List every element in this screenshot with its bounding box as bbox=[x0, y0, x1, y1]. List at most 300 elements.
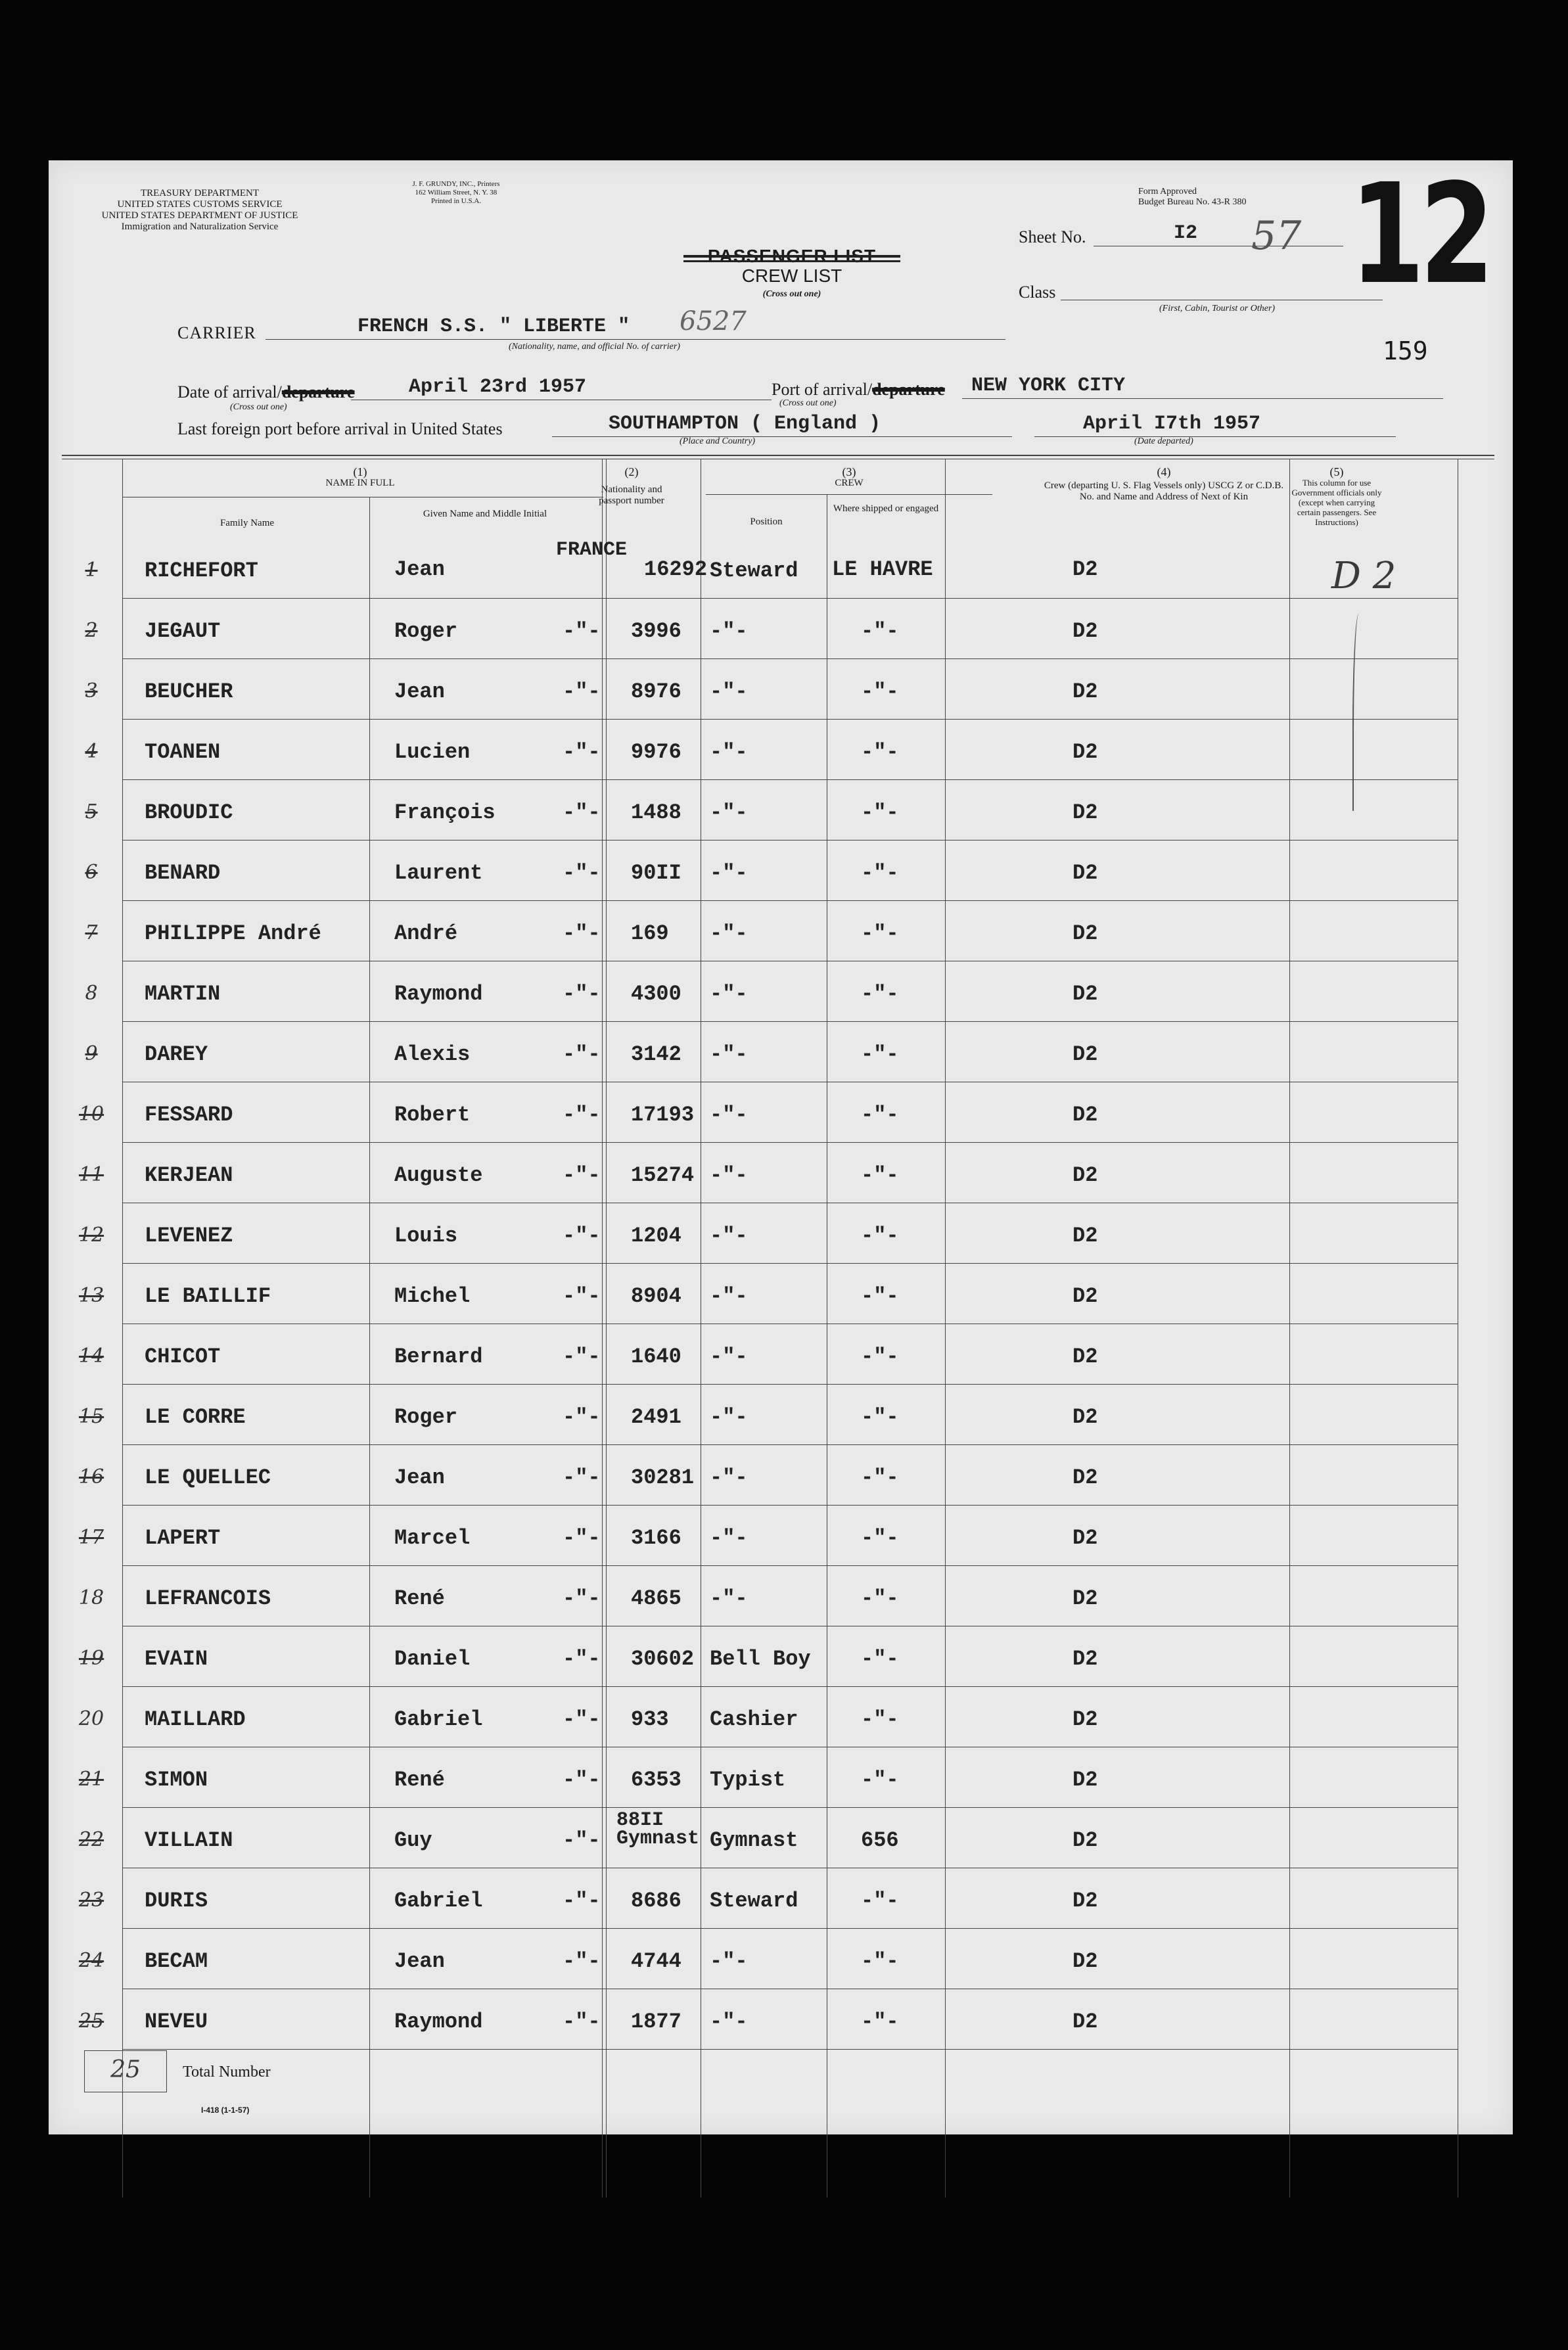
given-name: Lucien bbox=[394, 740, 471, 764]
given-name: Jean bbox=[394, 1465, 445, 1490]
total-label: Total Number bbox=[183, 2063, 271, 2081]
nationality: -"- bbox=[563, 1465, 601, 1490]
next-of-kin: D2 bbox=[1072, 1465, 1098, 1490]
shipped-at: -"- bbox=[861, 1949, 899, 1973]
table-row bbox=[49, 1204, 1513, 1264]
given-name: François bbox=[394, 800, 496, 825]
family-name: MAILLARD bbox=[145, 1707, 246, 1732]
given-name: Jean bbox=[394, 1949, 445, 1973]
row-rule bbox=[122, 598, 1458, 599]
next-of-kin: D2 bbox=[1072, 982, 1098, 1006]
table-row bbox=[49, 1446, 1513, 1506]
row-rule bbox=[122, 900, 1458, 901]
nationality: FRANCE bbox=[556, 539, 628, 561]
carrier-value: FRENCH S.S. " LIBERTE " bbox=[357, 315, 630, 338]
nationality: -"- bbox=[563, 1042, 601, 1067]
col4-title: Crew (departing U. S. Flag Vessels only) USCG Z or C.D.B. No. and Name and Address of Next of Kin bbox=[1044, 480, 1284, 502]
nationality: -"- bbox=[563, 1768, 601, 1792]
nationality: -"- bbox=[563, 1889, 601, 1913]
form-approved-block bbox=[1138, 187, 1246, 208]
col5-title: This column for use Government officials only (except when carrying certain passengers. See Instructions) bbox=[1291, 478, 1382, 527]
passport-number: 1204 bbox=[631, 1224, 681, 1248]
row-rule bbox=[122, 1565, 1458, 1566]
row-number: 11 bbox=[78, 1163, 104, 1186]
date-label-text: Date of arrival/ bbox=[177, 382, 282, 402]
table-row bbox=[49, 1688, 1513, 1748]
next-of-kin: D2 bbox=[1072, 1103, 1098, 1127]
shipped-at: -"- bbox=[861, 1707, 899, 1732]
table-row bbox=[49, 1567, 1513, 1627]
nationality: -"- bbox=[563, 1345, 601, 1369]
row-number: 14 bbox=[78, 1345, 104, 1368]
table-row bbox=[49, 962, 1513, 1023]
table-row bbox=[49, 660, 1513, 720]
nationality: -"- bbox=[563, 1586, 601, 1611]
passport-number: 3166 bbox=[631, 1526, 681, 1550]
agency-line-4: Immigration and Naturalization Service bbox=[121, 221, 279, 232]
port-label bbox=[772, 380, 945, 400]
row-rule bbox=[122, 1505, 1458, 1506]
row-rule bbox=[122, 1928, 1458, 1929]
printer-line-3: Printed in U.S.A. bbox=[430, 197, 482, 205]
table-row bbox=[49, 1506, 1513, 1567]
row-rule bbox=[122, 2049, 1458, 2050]
given-name: Jean bbox=[394, 557, 445, 582]
position: Gymnast bbox=[710, 1828, 798, 1853]
given-name: Laurent bbox=[394, 861, 483, 885]
form-code: I-418 (1-1-57) bbox=[201, 2106, 250, 2115]
col3a-header: Position bbox=[750, 517, 783, 527]
family-name: MARTIN bbox=[145, 982, 221, 1006]
col1a-header: Family Name bbox=[219, 518, 275, 528]
family-name: BECAM bbox=[145, 1949, 208, 1973]
family-name: LEVENEZ bbox=[145, 1224, 233, 1248]
position: -"- bbox=[710, 1284, 748, 1308]
table-row bbox=[49, 1083, 1513, 1143]
passport-number: 15274 bbox=[631, 1163, 695, 1187]
next-of-kin: D2 bbox=[1072, 1889, 1098, 1913]
next-of-kin: D2 bbox=[1072, 1768, 1098, 1792]
title-strike-mark bbox=[683, 255, 900, 258]
given-name: Robert bbox=[394, 1103, 471, 1127]
family-name: LEFRANCOIS bbox=[145, 1586, 271, 1611]
nationality: -"- bbox=[563, 1526, 601, 1550]
document-title: CREW LIST bbox=[741, 265, 842, 286]
shipped-at: -"- bbox=[861, 2010, 899, 2034]
given-name: Raymond bbox=[394, 2010, 483, 2034]
nationality: -"- bbox=[563, 1647, 601, 1671]
family-name: RICHEFORT bbox=[145, 559, 258, 583]
position: Cashier bbox=[710, 1707, 798, 1732]
position: -"- bbox=[710, 921, 748, 946]
next-of-kin: D2 bbox=[1072, 800, 1098, 825]
table-row bbox=[49, 1325, 1513, 1385]
next-of-kin: D2 bbox=[1072, 1163, 1098, 1187]
row-rule bbox=[122, 1807, 1458, 1808]
family-name: LE QUELLEC bbox=[145, 1465, 271, 1490]
passport-number: 88II Gymnast bbox=[616, 1809, 700, 1850]
passport-number: 4744 bbox=[631, 1949, 681, 1973]
row-number: 12 bbox=[78, 1224, 104, 1247]
port-struck: departure bbox=[872, 380, 945, 399]
col5-num: (5) bbox=[1329, 465, 1344, 478]
shipped-at: -"- bbox=[861, 1042, 899, 1067]
table-row bbox=[49, 1627, 1513, 1688]
shipped-at: -"- bbox=[861, 1889, 899, 1913]
col5-handwritten: D 2 bbox=[1331, 555, 1396, 597]
family-name: LE CORRE bbox=[145, 1405, 246, 1429]
family-name: BROUDIC bbox=[145, 800, 233, 825]
next-of-kin: D2 bbox=[1072, 1042, 1098, 1067]
given-name: Daniel bbox=[394, 1647, 471, 1671]
total-box bbox=[84, 2050, 167, 2092]
agency-line-3: UNITED STATES DEPARTMENT OF JUSTICE bbox=[101, 210, 298, 221]
port-label-text: Port of arrival/ bbox=[772, 380, 873, 399]
total-value: 25 bbox=[110, 2056, 141, 2083]
passport-number: 1488 bbox=[631, 800, 681, 825]
nationality: -"- bbox=[563, 982, 601, 1006]
shipped-at: -"- bbox=[861, 1163, 899, 1187]
shipped-at: -"- bbox=[861, 619, 899, 643]
next-of-kin: D2 bbox=[1072, 740, 1098, 764]
passport-number: 90II bbox=[631, 861, 681, 885]
col1-title: NAME IN FULL bbox=[325, 478, 395, 488]
given-name: Auguste bbox=[394, 1163, 483, 1187]
col2-title: Nationality and passport number bbox=[599, 484, 664, 506]
next-of-kin: D2 bbox=[1072, 1828, 1098, 1853]
family-name: PHILIPPE André bbox=[145, 921, 321, 946]
passport-number: 6353 bbox=[631, 1768, 681, 1792]
table-row bbox=[49, 1869, 1513, 1929]
col3-title: CREW bbox=[835, 478, 864, 488]
next-of-kin: D2 bbox=[1072, 861, 1098, 885]
last-port-label: Last foreign port before arrival in United States bbox=[177, 419, 503, 438]
given-name: Roger bbox=[394, 1405, 458, 1429]
position: -"- bbox=[710, 1163, 748, 1187]
agency-line-1: TREASURY DEPARTMENT bbox=[140, 188, 260, 198]
shipped-at: -"- bbox=[861, 680, 899, 704]
nationality: -"- bbox=[563, 2010, 601, 2034]
date-struck: departure bbox=[281, 382, 355, 402]
given-name: Guy bbox=[394, 1828, 432, 1853]
next-of-kin: D2 bbox=[1072, 1949, 1098, 1973]
nationality: -"- bbox=[563, 1405, 601, 1429]
position: -"- bbox=[710, 619, 748, 643]
passport-number: 4865 bbox=[631, 1586, 681, 1611]
row-number: 25 bbox=[78, 2010, 104, 2033]
passport-number: 3996 bbox=[631, 619, 681, 643]
table-row bbox=[49, 1264, 1513, 1325]
shipped-at: -"- bbox=[861, 1103, 899, 1127]
next-of-kin: D2 bbox=[1072, 619, 1098, 643]
shipped-at: 656 bbox=[861, 1828, 899, 1853]
shipped-at: -"- bbox=[861, 740, 899, 764]
family-name: BEUCHER bbox=[145, 680, 233, 704]
family-name: DURIS bbox=[145, 1889, 208, 1913]
row-rule bbox=[122, 779, 1458, 780]
position: -"- bbox=[710, 680, 748, 704]
title-caption: (Cross out one) bbox=[762, 289, 821, 299]
nationality: -"- bbox=[563, 680, 601, 704]
row-number: 1 bbox=[85, 559, 98, 582]
table-row bbox=[49, 1385, 1513, 1446]
title-strike-mark-2 bbox=[683, 260, 900, 262]
nationality: -"- bbox=[563, 800, 601, 825]
row-number: 19 bbox=[78, 1647, 104, 1670]
col3-header-rule bbox=[706, 494, 992, 495]
family-name: DAREY bbox=[145, 1042, 208, 1067]
shipped-at: LE HAVRE bbox=[832, 557, 933, 582]
date-departed-caption: (Date departed) bbox=[1134, 436, 1193, 446]
row-number: 2 bbox=[85, 619, 98, 642]
col2-header bbox=[560, 467, 703, 507]
position: -"- bbox=[710, 2010, 748, 2034]
row-rule bbox=[122, 1384, 1458, 1385]
date-cross-caption: (Cross out one) bbox=[230, 402, 287, 412]
row-number: 8 bbox=[85, 982, 98, 1005]
position: -"- bbox=[710, 1465, 748, 1490]
position: Steward bbox=[710, 559, 798, 583]
col1b-text: Given Name and Middle Initial bbox=[423, 509, 547, 519]
passport-number: 8686 bbox=[631, 1889, 681, 1913]
row-number: 3 bbox=[85, 680, 98, 703]
given-name: André bbox=[394, 921, 458, 946]
given-name: Louis bbox=[394, 1224, 458, 1248]
given-name: René bbox=[394, 1586, 445, 1611]
position: -"- bbox=[710, 740, 748, 764]
table-row bbox=[49, 781, 1513, 841]
position: -"- bbox=[710, 1526, 748, 1550]
family-name: EVAIN bbox=[145, 1647, 208, 1671]
col1-num: (1) bbox=[353, 465, 367, 478]
position: -"- bbox=[710, 1042, 748, 1067]
family-name: FESSARD bbox=[145, 1103, 233, 1127]
family-name: BENARD bbox=[145, 861, 221, 885]
shipped-at: -"- bbox=[861, 1647, 899, 1671]
given-name: Bernard bbox=[394, 1345, 483, 1369]
agency-line-2: UNITED STATES CUSTOMS SERVICE bbox=[117, 199, 283, 210]
row-number: 24 bbox=[78, 1949, 104, 1972]
row-number: 5 bbox=[85, 800, 98, 823]
position: Bell Boy bbox=[710, 1647, 811, 1671]
next-of-kin: D2 bbox=[1072, 2010, 1098, 2034]
carrier-handwritten: 6527 bbox=[680, 306, 747, 336]
next-of-kin: D2 bbox=[1072, 1345, 1098, 1369]
place-caption: (Place and Country) bbox=[680, 436, 756, 446]
passport-number: 30602 bbox=[631, 1647, 695, 1671]
table-row bbox=[49, 841, 1513, 902]
table-row bbox=[49, 1748, 1513, 1809]
table-row bbox=[49, 1143, 1513, 1204]
row-rule bbox=[122, 658, 1458, 659]
nationality: -"- bbox=[563, 1284, 601, 1308]
last-port-value: SOUTHAMPTON ( England ) bbox=[609, 413, 881, 435]
title-struck bbox=[683, 246, 900, 267]
nationality: -"- bbox=[563, 1828, 601, 1853]
position: -"- bbox=[710, 982, 748, 1006]
shipped-at: -"- bbox=[861, 1345, 899, 1369]
last-port-underline bbox=[552, 436, 1012, 437]
row-number: 4 bbox=[85, 740, 98, 763]
family-name: VILLAIN bbox=[145, 1828, 233, 1853]
row-number: 9 bbox=[85, 1042, 98, 1065]
nationality: -"- bbox=[563, 1103, 601, 1127]
passport-number: 3142 bbox=[631, 1042, 681, 1067]
shipped-at: -"- bbox=[861, 982, 899, 1006]
date-departed-underline bbox=[1034, 436, 1396, 437]
row-rule bbox=[122, 1686, 1458, 1687]
given-name: Gabriel bbox=[394, 1889, 483, 1913]
col3-header bbox=[706, 467, 992, 489]
passport-number: 169 bbox=[631, 921, 669, 946]
row-rule bbox=[122, 1263, 1458, 1264]
shipped-at: -"- bbox=[861, 800, 899, 825]
row-number: 23 bbox=[78, 1889, 104, 1912]
next-of-kin: D2 bbox=[1072, 1586, 1098, 1611]
passport-number: 2491 bbox=[631, 1405, 681, 1429]
next-of-kin: D2 bbox=[1072, 1647, 1098, 1671]
class-label: Class bbox=[1019, 283, 1056, 302]
shipped-at: -"- bbox=[861, 1526, 899, 1550]
shipped-at: -"- bbox=[861, 921, 899, 946]
shipped-at: -"- bbox=[861, 1224, 899, 1248]
position: Typist bbox=[710, 1768, 786, 1792]
nationality: -"- bbox=[563, 861, 601, 885]
col3-num: (3) bbox=[842, 465, 856, 478]
position: -"- bbox=[710, 1949, 748, 1973]
given-name: Alexis bbox=[394, 1042, 471, 1067]
position: Steward bbox=[710, 1889, 798, 1913]
position: -"- bbox=[710, 861, 748, 885]
shipped-at: -"- bbox=[861, 1768, 899, 1792]
port-value: NEW YORK CITY bbox=[971, 375, 1126, 397]
form-approved-line-1: Form Approved bbox=[1138, 187, 1197, 196]
family-name: SIMON bbox=[145, 1768, 208, 1792]
col4-header bbox=[996, 467, 1331, 503]
shipped-at: -"- bbox=[861, 1465, 899, 1490]
table-row bbox=[49, 1809, 1513, 1869]
position: -"- bbox=[710, 1103, 748, 1127]
nationality: -"- bbox=[563, 1224, 601, 1248]
given-name: Jean bbox=[394, 680, 445, 704]
passport-number: 9976 bbox=[631, 740, 681, 764]
nationality: -"- bbox=[563, 1949, 601, 1973]
family-name: LAPERT bbox=[145, 1526, 221, 1550]
table-row bbox=[49, 599, 1513, 660]
carrier-label: CARRIER bbox=[177, 323, 256, 342]
col4-num: (4) bbox=[1157, 465, 1171, 478]
next-of-kin: D2 bbox=[1072, 1405, 1098, 1429]
date-label bbox=[177, 382, 355, 402]
passport-number: 4300 bbox=[631, 982, 681, 1006]
family-name: KERJEAN bbox=[145, 1163, 233, 1187]
shipped-at: -"- bbox=[861, 1284, 899, 1308]
passport-number: 16292 bbox=[644, 557, 708, 582]
col2-num: (2) bbox=[624, 465, 639, 478]
crew-list-form bbox=[49, 154, 1513, 2134]
passport-number: 1877 bbox=[631, 2010, 681, 2034]
row-number: 7 bbox=[85, 921, 98, 944]
date-value: April 23rd 1957 bbox=[409, 376, 587, 398]
row-rule bbox=[122, 840, 1458, 841]
passport-number: 1640 bbox=[631, 1345, 681, 1369]
position: -"- bbox=[710, 1405, 748, 1429]
printer-line-1: J. F. GRUNDY, INC., Printers bbox=[412, 180, 500, 188]
printer-block bbox=[377, 180, 535, 206]
nationality: -"- bbox=[563, 619, 601, 643]
passport-number: 8904 bbox=[631, 1284, 681, 1308]
stamp-number: 159 bbox=[1383, 336, 1428, 365]
col3b-header bbox=[828, 503, 944, 515]
row-rule bbox=[122, 1444, 1458, 1445]
position: -"- bbox=[710, 1224, 748, 1248]
sheet-value: I2 bbox=[1174, 222, 1198, 244]
row-rule bbox=[122, 1021, 1458, 1022]
position: -"- bbox=[710, 1586, 748, 1611]
next-of-kin: D2 bbox=[1072, 680, 1098, 704]
row-number: 18 bbox=[78, 1586, 104, 1609]
given-name: Marcel bbox=[394, 1526, 471, 1550]
row-rule bbox=[122, 1142, 1458, 1143]
nationality: -"- bbox=[563, 1707, 601, 1732]
form-approved-line-2: Budget Bureau No. 43-R 380 bbox=[1138, 197, 1247, 207]
family-name: CHICOT bbox=[145, 1345, 221, 1369]
passport-number: 30281 bbox=[631, 1465, 695, 1490]
next-of-kin: D2 bbox=[1072, 1526, 1098, 1550]
table-row bbox=[49, 1929, 1513, 1990]
row-number: 6 bbox=[85, 861, 98, 884]
header-rule-1 bbox=[62, 455, 1494, 456]
sheet-handwritten: 57 bbox=[1251, 213, 1302, 259]
family-name: JEGAUT bbox=[145, 619, 221, 643]
col3b-text: Where shipped or engaged bbox=[833, 503, 939, 514]
given-name: René bbox=[394, 1768, 445, 1792]
given-name: Gabriel bbox=[394, 1707, 483, 1732]
family-name: NEVEU bbox=[145, 2010, 208, 2034]
nationality: -"- bbox=[563, 740, 601, 764]
row-number: 15 bbox=[78, 1405, 104, 1428]
table-row bbox=[49, 1023, 1513, 1083]
nationality: -"- bbox=[563, 1163, 601, 1187]
shipped-at: -"- bbox=[861, 861, 899, 885]
next-of-kin: D2 bbox=[1072, 1284, 1098, 1308]
big-sheet-number: 12 bbox=[1350, 154, 1490, 315]
table-row bbox=[49, 539, 1513, 599]
position: -"- bbox=[710, 1345, 748, 1369]
class-caption: (First, Cabin, Tourist or Other) bbox=[1159, 304, 1276, 313]
row-number: 16 bbox=[78, 1465, 104, 1488]
agency-block bbox=[55, 188, 344, 233]
passport-number: 8976 bbox=[631, 680, 681, 704]
row-number: 13 bbox=[78, 1284, 104, 1307]
table-row bbox=[49, 902, 1513, 962]
row-number: 10 bbox=[78, 1103, 104, 1126]
table-row bbox=[49, 720, 1513, 781]
table-row bbox=[49, 1990, 1513, 2050]
port-cross-caption: (Cross out one) bbox=[779, 398, 837, 408]
printer-line-2: 162 William Street, N. Y. 38 bbox=[415, 189, 497, 196]
next-of-kin: D2 bbox=[1072, 1707, 1098, 1732]
col1-header bbox=[122, 467, 598, 489]
sheet-label: Sheet No. bbox=[1019, 227, 1086, 246]
given-name: Roger bbox=[394, 619, 458, 643]
nationality: -"- bbox=[563, 921, 601, 946]
passport-number: 933 bbox=[631, 1707, 669, 1732]
date-departed-value: April I7th 1957 bbox=[1083, 413, 1261, 435]
col5-header bbox=[1291, 467, 1383, 527]
given-name: Michel bbox=[394, 1284, 471, 1308]
title-struck-text: PASSENGER LIST bbox=[707, 246, 877, 266]
